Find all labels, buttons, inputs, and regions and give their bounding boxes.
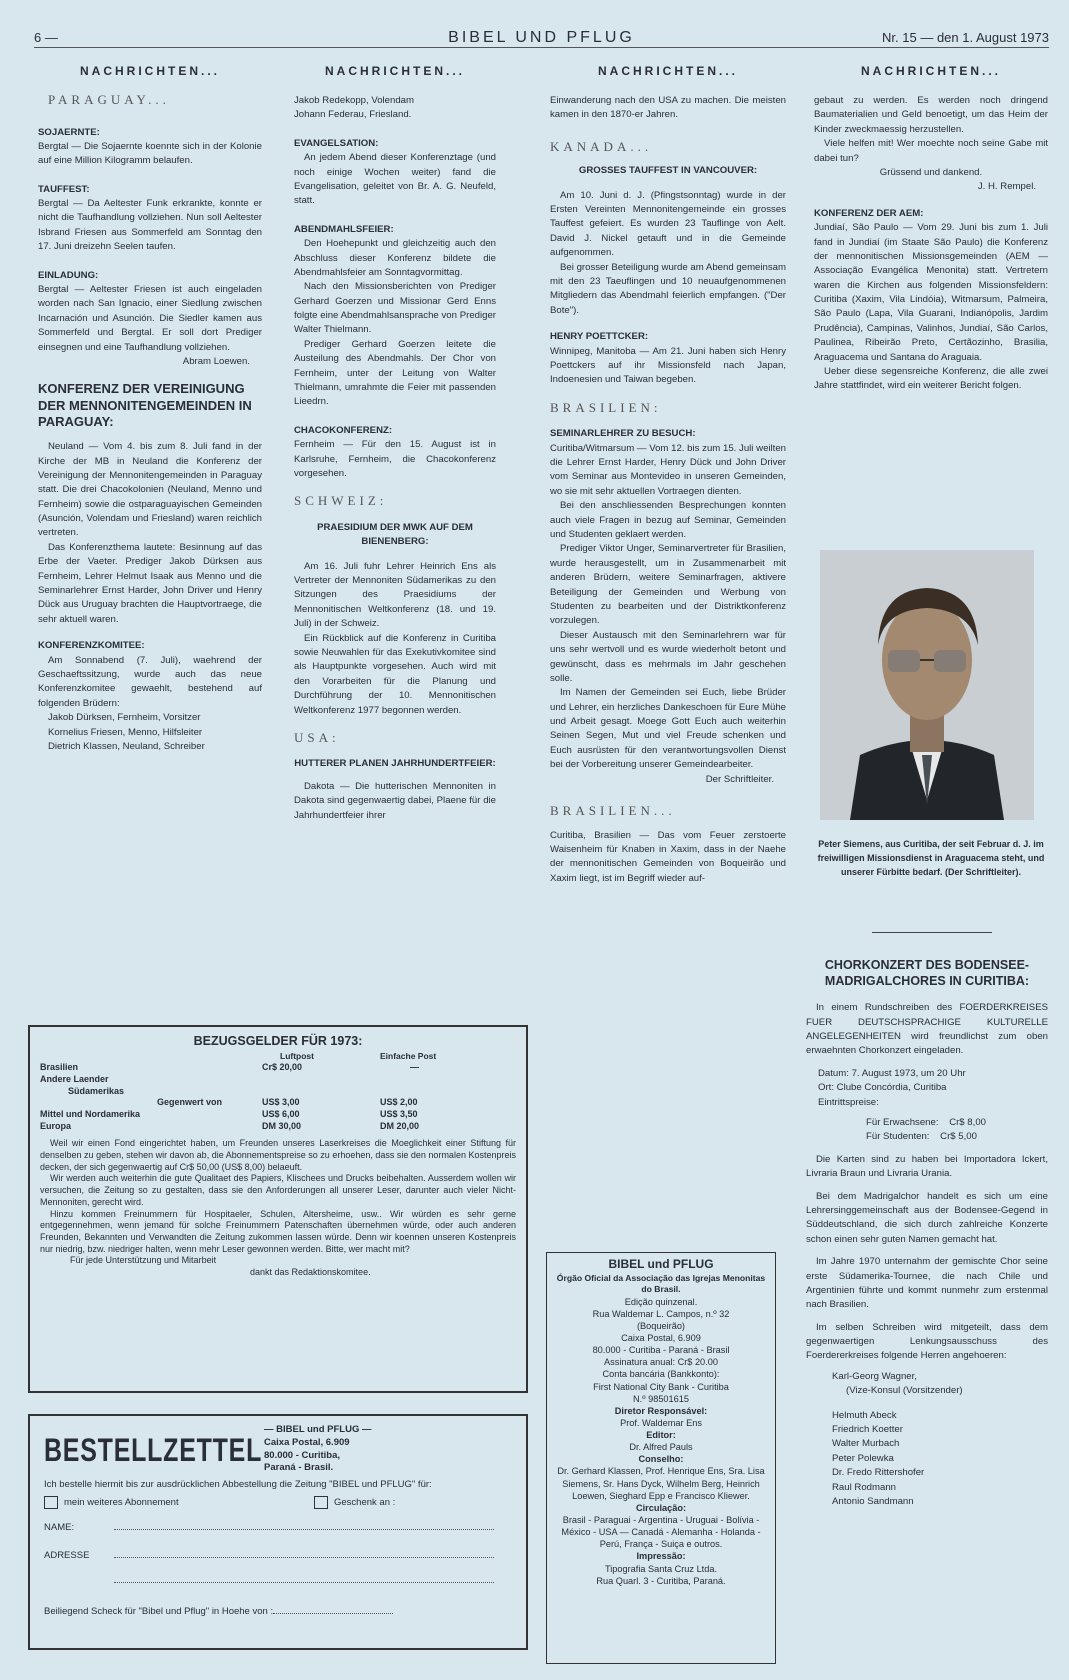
text-seminar-2: Bei den anschliessenden Besprechungen konnten auch viele Fragen in bezug auf Seminar, Gemeinden und Studenten geklaert werden. bbox=[550, 500, 786, 540]
text-chor-5: Im selben Schreiben wird mitgeteilt, dass dem gegenwaertigen Lenkungsausschuss des Foerdererkreises folgende Herren angehoeren: bbox=[806, 1321, 1048, 1362]
text-aem-2: Ueber diese segensreiche Konferenz, die alle zwei Jahre stattfindet, wird ein weiterer Bericht folgen. bbox=[814, 366, 1048, 392]
price-row bbox=[40, 1097, 516, 1109]
price-einfach: US$ 2,00 bbox=[380, 1097, 418, 1108]
scheck-input-line[interactable] bbox=[273, 1604, 393, 1614]
member-name: Raul Rodmann bbox=[832, 1481, 896, 1493]
text-chacokonferenz: Fernheim — Für den 15. August ist in Karlsruhe, Fernheim, die Chacokonferenz vorgesehen. bbox=[294, 439, 496, 479]
region-brasilien-2: BRASILIEN... bbox=[550, 803, 676, 819]
text-continued: gebaut zu werden. Es werden noch dringend Baumaterialien und Geld benoetigt, um das Heim der Kinder zweckmaessig herzustellen. bbox=[814, 95, 1048, 135]
heading-seminarlehrer: SEMINARLEHRER ZU BESUCH: bbox=[550, 428, 696, 440]
issue-date: Nr. 15 — den 1. August 1973 bbox=[882, 30, 1049, 45]
heading-tauffest: TAUFFEST: bbox=[38, 183, 90, 195]
impressum-line: Edição quinzenal. bbox=[624, 1296, 698, 1307]
photo-caption: Peter Siemens, aus Curitiba, der seit Februar d. J. im freiwilligen Missionsdienst in Araguacema steht, und unserer Fürbitte bedarf. (Der Schriftleiter). bbox=[817, 839, 1045, 877]
order-address bbox=[264, 1424, 372, 1475]
price-luftpost: US$ 6,00 bbox=[262, 1109, 300, 1120]
page-number: 6 — bbox=[34, 30, 58, 45]
order-address-line: — BIBEL und PFLUG — bbox=[264, 1424, 372, 1435]
text-abendmahl-1: Den Hoehepunkt und gleichzeitig auch den Abschluss dieser Konferenz bildete die Abendmahlsfeier am Sonntagvormittag. bbox=[294, 238, 496, 278]
name-label: NAME: bbox=[44, 1522, 75, 1534]
impressum-heading: Impressão: bbox=[636, 1551, 686, 1562]
impressum-line: Dr. Alfred Pauls bbox=[629, 1442, 693, 1453]
price-row-label: Brasilien bbox=[40, 1062, 79, 1073]
region-paraguay: PARAGUAY... bbox=[48, 92, 170, 107]
price-row-label: Südamerikas bbox=[68, 1085, 125, 1096]
column-3 bbox=[550, 62, 786, 886]
eintritt: Eintrittspreise: bbox=[818, 1096, 879, 1108]
chorkonzert-article bbox=[806, 952, 1048, 1509]
price-students bbox=[806, 1130, 1048, 1144]
signature-schriftleiter: Der Schriftleiter. bbox=[705, 773, 774, 785]
column-heading: NACHRICHTEN... bbox=[325, 64, 465, 78]
name-field[interactable] bbox=[44, 1520, 512, 1535]
price-students-label: Für Studenten: bbox=[866, 1131, 930, 1143]
heading-abendmahl: ABENDMAHLSFEIER: bbox=[294, 223, 394, 235]
impressum-heading: Editor: bbox=[646, 1430, 676, 1441]
divider bbox=[872, 932, 992, 933]
text-abendmahl-3: Prediger Gerhard Goerzen leitete die Austeilung des Abendmahls. Der Chor von Fernheim, unter der Leitung von Walter Thielmann, umrahmte die Feier mit passenden Lieedrn. bbox=[294, 338, 496, 408]
price-row bbox=[40, 1109, 516, 1121]
order-form-header bbox=[44, 1424, 512, 1475]
text-konferenz: Neuland — Vom 4. bis zum 8. Juli fand in der Kirche der MB in Neuland die Konferenz der Vereinigung der Mennonitengemeinden in Paraguay statt. Die drei Chacokolonien (Neuland, Menno und Fernheim) sowie die ostparaguayischen Gemeinden (Asunción, Volendam und Friesland) waren reichlich vertreten. bbox=[38, 441, 262, 539]
subscription-text-3: Hinzu kommen Freinummern für Hospitaeler, Schulen, Altersheime, usw.. Wir würden es sehr gerne entgegennehmen, wenn jemand für solche Freinummern Patenschaften übernehmen würde, oder auch anderen Freunden, Bekannten und Verwandten die Zeitung zukommen lassen würde. Denn wir koennen unseren Kostenpreis nur niedrig, bzw. niedriger halten, wenn mehr Leser gewonnen werden. Bitte, wer macht mit? bbox=[40, 1208, 516, 1254]
member-5: Johann Federau, Friesland. bbox=[294, 109, 412, 121]
member-2: Kornelius Friesen, Menno, Hilfsleiter bbox=[48, 726, 203, 738]
region-brasilien: BRASILIEN: bbox=[550, 399, 662, 415]
price-adults-label: Für Erwachsene: bbox=[866, 1116, 939, 1128]
impressum-line: Caixa Postal, 6.909 bbox=[621, 1332, 701, 1343]
member-3: Dietrich Klassen, Neuland, Schreiber bbox=[48, 740, 205, 752]
order-address-line: 80.000 - Curitiba, bbox=[264, 1449, 341, 1461]
column-2 bbox=[294, 62, 496, 823]
impressum-line: Brasil - Paraguai - Argentina - Uruguai - Bolívia - México - USA — Canadá - Alemanha - Holanda - Perú, França - Suiça e outros. bbox=[561, 1515, 761, 1550]
member-name: Friedrich Koetter bbox=[832, 1424, 903, 1436]
impressum-title: BIBEL und PFLUG bbox=[608, 1257, 714, 1271]
member-4: Jakob Redekopp, Volendam bbox=[294, 95, 415, 106]
text-praesidium-2: Ein Rückblick auf die Konferenz in Curitiba sowie Neuwahlen für das Exekutivkomitee sind als Hauptpunkte vorgesehen. Auch wird mit den Vorarbeiten für die Planung und Durchführung der 10. Mennonitischen Weltkonferenz 1977 begonnen werden. bbox=[294, 632, 496, 716]
address-input-line[interactable] bbox=[114, 1548, 494, 1558]
ort: Ort: Clube Concórdia, Curitiba bbox=[818, 1082, 947, 1094]
column-heading: NACHRICHTEN... bbox=[80, 64, 220, 78]
price-row-label: Gegenwert von bbox=[156, 1097, 222, 1108]
text-tauffest-1: Am 10. Juni d. J. (Pfingstsonntag) wurde in der Ersten Vereinten Mennonitengemeinde ein grosses Tauffest gefeiert. Es wurden 23 Tauflinge von Aelt. David J. Nickel getauft und in die Gemeinde aufgenommen. bbox=[550, 189, 786, 259]
text-abendmahl-2: Nach den Missionsberichten von Prediger Gerhard Goerzen und Missionar Gerd Enns folgte eine Abendmahlsansprache von Prediger Walter Thielmann. bbox=[294, 281, 496, 336]
impressum-line: First National City Bank - Curitiba bbox=[593, 1381, 729, 1392]
option-geschenk[interactable] bbox=[314, 1496, 395, 1510]
impressum-line: Rua Quarl. 3 - Curitiba, Paraná. bbox=[596, 1575, 726, 1586]
text-aem-1: Jundiaí, São Paulo — Vom 29. Juni bis zum 1. Juli fand in Jundiaí (im Staate São Paulo) die Konferenz der mennonitischen Missionsgemeinden (AEM — Associação Evangélica Menonita) statt. Vertretern waren die Kirchen aus folgenden Missionsfeldern: Curitiba (Xaxim, Vila Lindóia), Witmarsum, Palmeira, São Paulo (Lapa, Vila Guarani, Indianópolis, Jardim Prudência), Campinas, Valinhos, Jundiaí, São Carlos, Paulinea, Ribeirão Preto, Certãozinho, Brasilia, Araguacema und Santana do Araguaia. bbox=[814, 222, 1048, 363]
address-field-2[interactable] bbox=[44, 1573, 512, 1588]
option-geschenk-label: Geschenk an : bbox=[334, 1497, 396, 1509]
heading-tauffest-vancouver: GROSSES TAUFFEST IN VANCOUVER: bbox=[578, 165, 758, 177]
order-options bbox=[44, 1496, 512, 1510]
option-abonnement-label: mein weiteres Abonnement bbox=[64, 1497, 179, 1509]
text-seminar-1: Curitiba/Witmarsum — Vom 12. bis zum 15. Juli weilten die Lehrer Ernst Harder, Henry Dück und John Driver vom Seminar aus Montevideo in unseren Gemeinden, wo sie mit sehr aktuellen Vortraegen dienten. bbox=[550, 442, 786, 497]
newspaper-title: BIBEL UND PFLUG bbox=[448, 29, 635, 46]
column-4 bbox=[814, 62, 1048, 394]
price-students-value: Cr$ 5,00 bbox=[940, 1131, 977, 1143]
order-address-line: Paraná - Brasil. bbox=[264, 1462, 334, 1474]
text-chor-3: Bei dem Madrigalchor handelt es sich um eine Lehrersinggemeinschaft aus der Bodensee-Gegend in Süddeutschland, die sich durch zahlreiche Konzerte schon einen sehr guten Namen gemacht hat. bbox=[806, 1190, 1048, 1245]
datum: Datum: 7. August 1973, um 20 Uhr bbox=[818, 1067, 966, 1079]
headline-chorkonzert: CHORKONZERT DES BODENSEE-MADRIGALCHORES IN CURITIBA: bbox=[824, 958, 1030, 988]
column-1 bbox=[38, 62, 262, 754]
impressum-heading: Circulação: bbox=[635, 1502, 687, 1513]
address-label: ADRESSE bbox=[44, 1549, 90, 1561]
heading-praesidium: PRAESIDIUM DER MWK AUF DEM BIENENBERG: bbox=[317, 521, 473, 548]
text-chor-1: In einem Rundschreiben des FOERDERKREISES FUER DEUTSCHSPRACHIGE KULTURELLE ANGELEGENHEITEN wird freundlichst zum oben erwaehnten Chorkonzert eingeladen. bbox=[806, 1002, 1048, 1057]
impressum-heading: Diretor Responsável: bbox=[614, 1405, 708, 1416]
option-abonnement[interactable] bbox=[44, 1496, 314, 1510]
member-name: Antonio Sandmann bbox=[832, 1495, 914, 1507]
impressum-line: Conta bancária (Bankkonto): bbox=[602, 1369, 720, 1380]
text-tauffest: Bergtal — Da Aeltester Funk erkrankte, konnte er nicht die Taufhandlung vollziehen. Nun soll Aeltester Isbrand Friesen aus Sommerfeld am Sonntag den 17. Juni dreizehn Seelen taufen. bbox=[38, 198, 262, 253]
member-1: Jakob Dürksen, Fernheim, Vorsitzer bbox=[48, 712, 201, 724]
text-komitee: Am Sonnabend (7. Juli), waehrend der Geschaeftssitzung, wurde auch das neue Konferenzkomitee gewaehlt, bestehend auf folgenden Brüdern: bbox=[38, 654, 262, 709]
text-seminar-3: Prediger Viktor Unger, Seminarvertreter für Brasilien, wurde herausgestellt, um in Zusammenarbeit mit anderen Brüdern, weitere Seminarfragen, aktivere Beteiligung der Gemeinden und Werbung von Studenten zu bearbeiten und der Distriktkonferenz vorzulegen. bbox=[550, 543, 786, 627]
text-tauffest-2: Bei grosser Beteiligung wurde am Abend gemeinsam mit den 23 Taeuflingen und 10 neuaufgenommenen Mitgliedern das Abendmahl feierlich empfangen. ("Der Bote"). bbox=[550, 261, 786, 316]
member-name: Helmuth Abeck bbox=[832, 1409, 897, 1421]
order-address-line: Caixa Postal, 6.909 bbox=[264, 1436, 350, 1448]
impressum-line: Prof. Waldemar Ens bbox=[620, 1417, 702, 1428]
region-usa: USA: bbox=[294, 729, 340, 745]
heading-aem: KONFERENZ DER AEM: bbox=[814, 207, 924, 219]
price-row bbox=[40, 1121, 516, 1133]
impressum-line: Tipografia Santa Cruz Ltda. bbox=[604, 1563, 717, 1574]
subscription-title: BEZUGSGELDER FÜR 1973: bbox=[193, 1034, 363, 1048]
signature-rempel: J. H. Rempel. bbox=[977, 181, 1036, 193]
geschenk-checkbox[interactable] bbox=[314, 1496, 328, 1509]
column-heading: NACHRICHTEN... bbox=[598, 64, 738, 78]
text-sojaernte: Bergtal — Die Sojaernte koennte sich in der Kolonie auf eine Million Kilogramm belaufen. bbox=[38, 140, 262, 167]
text-seminar-4: Dieser Austausch mit den Seminarlehrern war für uns sehr wertvoll und es wurde wiederholt betont und gewünscht, dass es mehrmals im Jahr geschehen solle. bbox=[550, 629, 786, 684]
text-continued: Einwanderung nach den USA zu machen. Die meisten kamen in den 1870-er Jahren. bbox=[550, 95, 786, 121]
price-row bbox=[40, 1062, 516, 1074]
price-adults-value: Cr$ 8,00 bbox=[949, 1116, 986, 1128]
name-input-line[interactable] bbox=[114, 1520, 494, 1530]
subscription-signoff: dankt das Redaktionskomitee. bbox=[250, 1266, 371, 1277]
heading-sojaernte: SOJAERNTE: bbox=[38, 126, 100, 138]
impressum-heading: Conselho: bbox=[638, 1454, 684, 1465]
impressum-line: N.º 98501615 bbox=[633, 1393, 689, 1404]
text-poettcker: Winnipeg, Manitoba — Am 21. Juni haben sich Henry Poettckers auf ihr Missionsfeld nach Japan, Indoenesien und Taiwan begeben. bbox=[550, 345, 786, 386]
impressum-line: (Boqueirão) bbox=[636, 1320, 685, 1331]
member-name: Karl-Georg Wagner, bbox=[832, 1370, 917, 1382]
text-chor-4: Im Jahre 1970 unternahm der gemischte Chor seine erste Südamerika-Tournee, die nach Chile und Argentinien führte und kommt nunmehr zum erstenmal nach Brasilien. bbox=[806, 1256, 1048, 1311]
price-adults bbox=[806, 1116, 1048, 1130]
text-waisenheim: Curitiba, Brasilien — Das vom Feuer zerstoerte Waisenheim für Knaben in Xaxim, dass in der Naehe der mennonitischen Gemeinden von Boqueirão und Xaxim liegt, ist im Begriff wieder auf- bbox=[550, 829, 786, 884]
greeting: Grüssend und dankend. bbox=[879, 166, 983, 178]
member-name: Dr. Fredo Rittershofer bbox=[832, 1467, 925, 1479]
order-text: Ich bestelle hiermit bis zur ausdrücklichen Abbestellung die Zeitung "BIBEL und PFLUG" für: bbox=[44, 1479, 432, 1491]
headline-konferenz-paraguay: KONFERENZ DER VEREINIGUNG DER MENNONITENGEMEINDEN IN PARAGUAY: bbox=[38, 381, 252, 429]
heading-komitee: KONFERENZKOMITEE: bbox=[38, 640, 145, 652]
text-einladung: Bergtal — Aeltester Friesen ist auch eingeladen worden nach San Ignacio, einer Siedlung zwischen Incarnación und Asunción. Die Siedler kamen aus Sommerfeld und Bergtal. Er soll dort Prediger einsegnen und eine Taufhandlung vollziehen. bbox=[38, 284, 262, 353]
price-einfach: US$ 3,50 bbox=[380, 1109, 418, 1120]
impressum-subtitle: Órgão Oficial da Associação das Igrejas Menonitas do Brasil. bbox=[556, 1272, 766, 1295]
order-form bbox=[28, 1414, 528, 1650]
price-row-label: Europa bbox=[40, 1120, 72, 1131]
impressum-line: 80.000 - Curitiba - Paraná - Brasil bbox=[592, 1345, 730, 1356]
text-hutterer: Dakota — Die hutterischen Mennoniten in Dakota sind gegenwaertig dabei, Plaene für die Jahrhundertfeier ihrer bbox=[294, 780, 496, 821]
text-seminar-5: Im Namen der Gemeinden sei Euch, liebe Brüder und Lehrer, ein herzliches Dankeschoen für Eure Mühe und Arbeit gesagt. Moege Gott Euch auch weiterhin Seinen Segen, Mut und viel Freude schenken und Euch ausrüsten für den verantwortungsvollen Dienst bei der Vorbereitung unserer Gemeindearbeiter. bbox=[550, 687, 786, 771]
price-luftpost: Cr$ 20,00 bbox=[262, 1062, 303, 1073]
subscription-text-4: Für jede Unterstützung und Mitarbeit bbox=[70, 1255, 217, 1266]
impressum-line: Assinatura anual: Cr$ 20.00 bbox=[604, 1357, 718, 1368]
region-kanada: KANADA... bbox=[550, 138, 653, 154]
page-header bbox=[34, 26, 1049, 48]
member-name: (Vize-Konsul (Vorsitzender) bbox=[846, 1385, 963, 1397]
address-input-line-2[interactable] bbox=[114, 1573, 494, 1583]
text-evangelisation: An jedem Abend dieser Konferenztage (und noch einige Wochen weiter) fand die Evangelisation, geleitet von Br. A. G. Neufeld, statt. bbox=[294, 152, 496, 207]
column-heading: NACHRICHTEN... bbox=[861, 64, 1001, 78]
heading-hutterer: HUTTERER PLANEN JAHRHUNDERTFEIER: bbox=[294, 758, 496, 770]
signature: Abram Loewen. bbox=[182, 355, 250, 367]
price-row-label: Andere Laender bbox=[40, 1073, 109, 1084]
member-name: Walter Murbach bbox=[832, 1438, 900, 1450]
impressum-line: Rua Waldemar L. Campos, n.º 32 bbox=[592, 1308, 730, 1319]
impressum-box bbox=[546, 1252, 776, 1664]
text-appeal: Viele helfen mit! Wer moechte noch seine Gabe mit dabei tun? bbox=[814, 138, 1048, 164]
order-form-title: BESTELLZETTEL bbox=[44, 1431, 263, 1468]
impressum-line: Dr. Gerhard Klassen, Prof. Henrique Ens, Sra. Lisa Siemens, Sr. Hans Dyck, Wilhelm Berg, Heinrich Loewen, Sieghard Epp e Francisco Kliewer. bbox=[557, 1466, 765, 1501]
region-schweiz: SCHWEIZ: bbox=[294, 493, 388, 509]
price-luftpost: US$ 3,00 bbox=[262, 1097, 300, 1108]
header-einfache-post: Einfache Post bbox=[380, 1051, 437, 1062]
abonnement-checkbox[interactable] bbox=[44, 1496, 58, 1509]
member-name: Peter Polewka bbox=[832, 1452, 894, 1464]
heading-poettcker: HENRY POETTCKER: bbox=[550, 331, 649, 343]
heading-evangelisation: EVANGELSATION: bbox=[294, 137, 379, 149]
heading-einladung: EINLADUNG: bbox=[38, 269, 99, 281]
scheck-field[interactable] bbox=[44, 1604, 512, 1619]
subscription-text-2: Wir werden auch weiterhin die gute Qualitaet des Papiers, Klischees und Drucks beibehalten. Ausserdem wollen wir versuchen, die Zeitung so zu gestalten, dass sie den Anforderungen all unserer Leser, darunter auch vieler Nicht-Mennoniten, gerecht wird. bbox=[40, 1173, 516, 1207]
text-konferenz-thema: Das Konferenzthema lautete: Besinnung auf das Erbe der Vaeter. Prediger Jakob Dürksen aus Fernheim, Lehrer Helmut Isaak aus Menno und die Seminarlehrer Ernst Harder, John Driver und Henry Dück aus Uruguay brachten die Hauptvortraege, die sehr aktuell waren. bbox=[38, 541, 262, 625]
heading-chacokonferenz: CHACOKONFERENZ: bbox=[294, 424, 393, 436]
price-einfach: DM 20,00 bbox=[380, 1120, 420, 1131]
price-table-header bbox=[40, 1051, 516, 1062]
text-praesidium-1: Am 16. Juli fuhr Lehrer Heinrich Ens als Vertreter der Mennoniten Südamerikas zu den Sitzungen des Praesidiums der Mennonitischen Weltkonferenz (18. und 19. Juli) in der Schweiz. bbox=[294, 560, 496, 630]
price-luftpost: DM 30,00 bbox=[262, 1120, 302, 1131]
price-einfach: — bbox=[410, 1062, 419, 1073]
subscription-box bbox=[28, 1025, 528, 1393]
text-chor-2: Die Karten sind zu haben bei Importadora Ickert, Livraria Braun und Livraria Urania. bbox=[806, 1153, 1048, 1180]
header-luftpost: Luftpost bbox=[280, 1051, 314, 1062]
scheck-label: Beiliegend Scheck für "Bibel und Pflug" in Hoehe von : bbox=[44, 1606, 274, 1618]
subscription-text-1: Weil wir einen Fond eingerichtet haben, um Freunden unseres Laserkreises die Moeglichkeit einer Stiftung für denselben zu geben, stehen wir davon ab, die Abonnementspreise so zu erhoehen, dass sie den normalen Kostenpreis decken, der sich gegenwaertig auf Cr$ 50,00 (US$ 8,00) belaeuft. bbox=[40, 1138, 516, 1172]
price-row-label: Mittel und Nordamerika bbox=[40, 1109, 141, 1120]
address-field[interactable] bbox=[44, 1548, 512, 1563]
portrait-photo bbox=[820, 550, 1034, 820]
